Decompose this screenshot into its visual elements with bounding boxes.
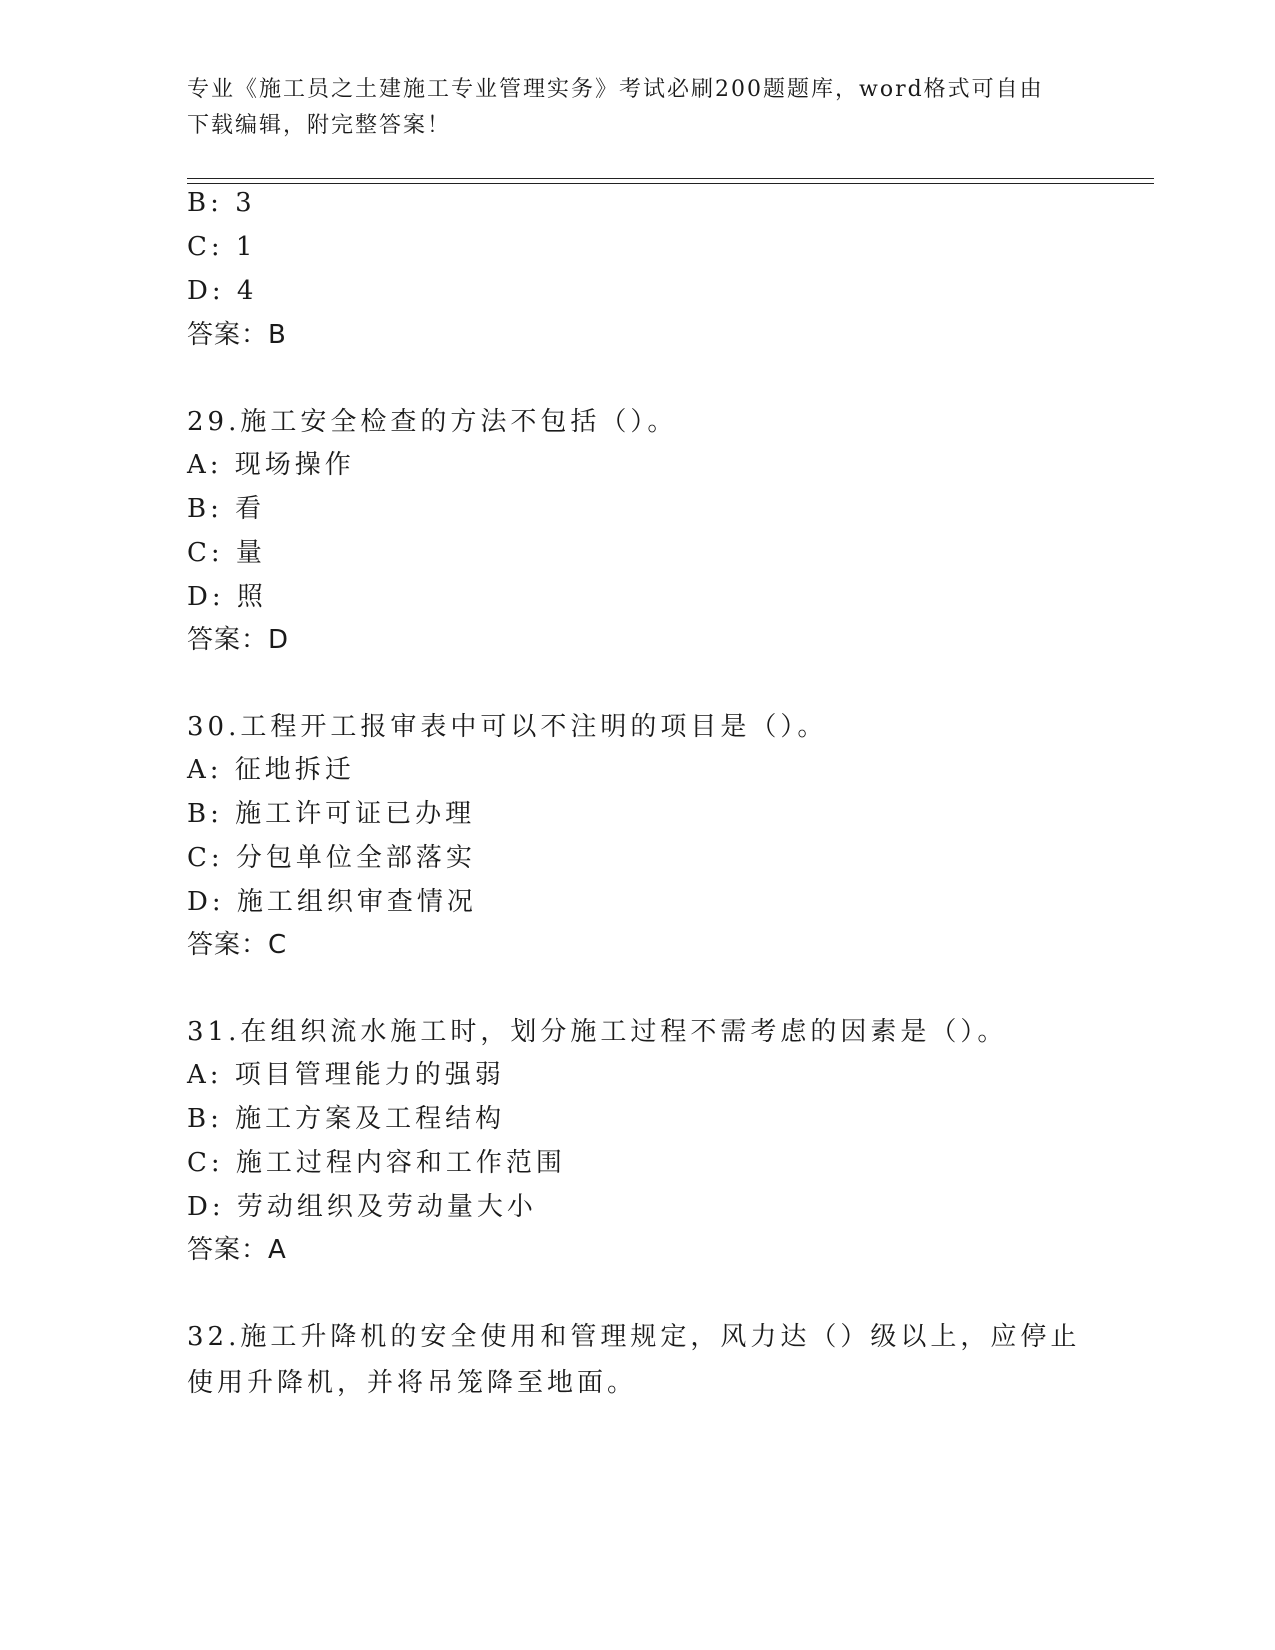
option-d: D: 劳动组织及劳动量大小 <box>187 1192 537 1222</box>
option-d: D: 施工组织审查情况 <box>187 887 477 917</box>
option-a: A: 项目管理能力的强弱 <box>187 1060 505 1090</box>
question-29-stem: 29.施工安全检查的方法不包括（）。 <box>187 407 678 437</box>
answer: 答案：D <box>187 625 290 655</box>
question-32-stem: 32.施工升降机的安全使用和管理规定，风力达（）级以上，应停止使用升降机，并将吊笼降至地面。 <box>187 1322 1081 1398</box>
option-b: B: 看 <box>187 494 266 524</box>
option-c: C: 分包单位全部落实 <box>187 843 476 873</box>
option-d: D: 照 <box>187 582 267 612</box>
header-divider <box>187 178 1154 184</box>
option-c: C: 1 <box>187 232 257 262</box>
answer: 答案：C <box>187 930 288 960</box>
option-a: A: 现场操作 <box>187 450 355 480</box>
document-header: 专业《施工员之土建施工专业管理实务》考试必刷200题题库，word格式可自由下载编辑，附完整答案！ <box>187 77 1044 138</box>
option-b: B: 施工方案及工程结构 <box>187 1104 506 1134</box>
answer: 答案：B <box>187 320 287 350</box>
option-b: B: 施工许可证已办理 <box>187 799 476 829</box>
question-31-stem: 31.在组织流水施工时，划分施工过程不需考虑的因素是（）。 <box>187 1017 1008 1047</box>
option-c: C: 量 <box>187 538 266 568</box>
option-b: B: 3 <box>187 188 256 218</box>
option-a: A: 征地拆迁 <box>187 755 355 785</box>
answer: 答案：A <box>187 1235 287 1265</box>
option-d: D: 4 <box>187 276 258 306</box>
option-c: C: 施工过程内容和工作范围 <box>187 1148 566 1178</box>
question-30-stem: 30.工程开工报审表中可以不注明的项目是（）。 <box>187 712 828 742</box>
